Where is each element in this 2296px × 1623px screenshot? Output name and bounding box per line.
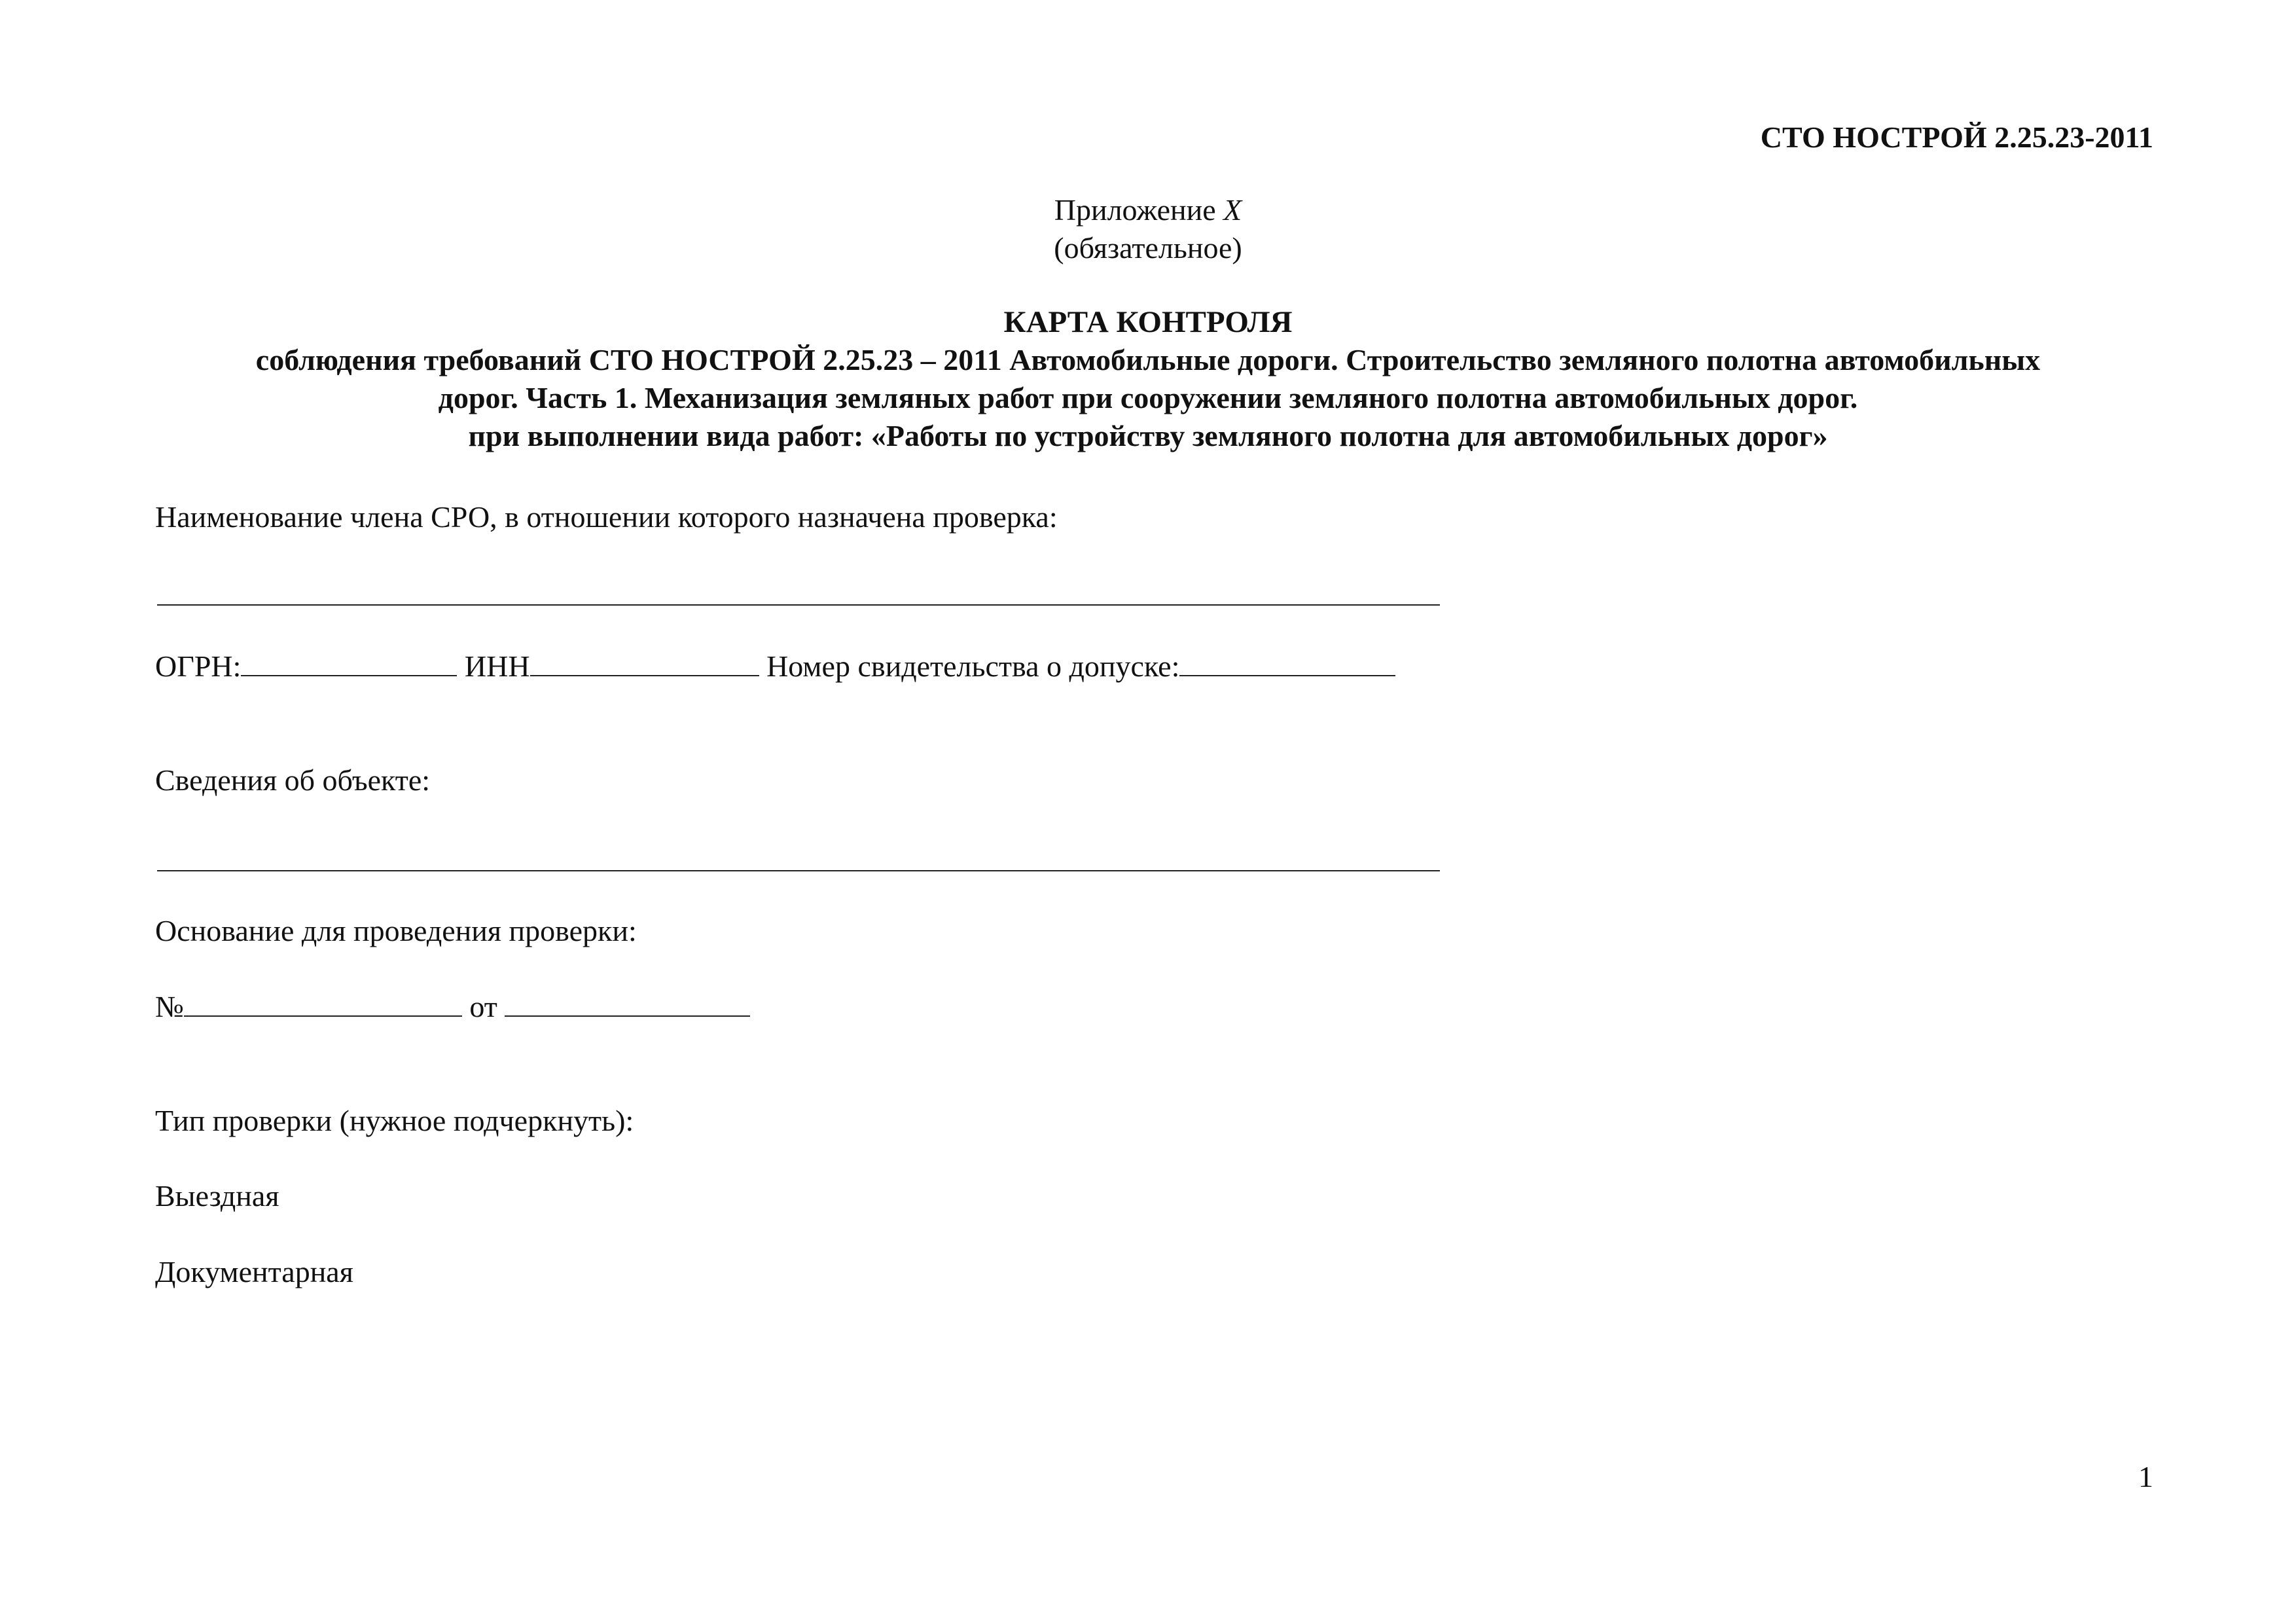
appendix-letter: Х: [1223, 193, 1242, 227]
number-sign: №: [155, 990, 184, 1023]
certificate-label: Номер свидетельства о допуске:: [766, 649, 1180, 683]
control-card-title: КАРТА КОНТРОЛЯ: [1003, 305, 1293, 339]
heading-line-2: дорог. Часть 1. Механизация земляных работ при сооружении земляного полотна автомобильных дорог.: [438, 381, 1858, 414]
inn-field[interactable]: [530, 649, 759, 676]
member-name-field[interactable]: [157, 604, 1440, 606]
basis-date-field[interactable]: [505, 989, 750, 1017]
heading-line-1: соблюдения требований СТО НОСТРОЙ 2.25.23 – 2011 Автомобильные дороги. Строительство земляного полотна автомобильных: [255, 343, 2041, 376]
appendix-label: Приложение: [1054, 193, 1216, 227]
ogrn-label: ОГРН:: [155, 649, 242, 683]
heading-line-3: при выполнении вида работ: «Работы по устройству земляного полотна для автомобильных дорог»: [468, 419, 1828, 452]
page-number: 1: [2138, 1460, 2153, 1493]
check-type-onsite[interactable]: Выездная: [155, 1179, 279, 1213]
control-card-heading: [0, 303, 2296, 455]
ogrn-field[interactable]: [241, 649, 457, 676]
appendix-status: (обязательное): [1054, 231, 1242, 264]
check-type-label: Тип проверки (нужное подчеркнуть):: [155, 1104, 634, 1137]
appendix-block: [0, 191, 2296, 267]
inn-label: ИНН: [464, 649, 530, 683]
object-info-field[interactable]: [157, 870, 1440, 871]
basis-number-line: [155, 987, 750, 1027]
member-label: Наименование члена СРО, в отношении которого назначена проверка:: [155, 500, 1058, 534]
document-code: СТО НОСТРОЙ 2.25.23-2011: [1760, 120, 2153, 154]
check-type-documentary[interactable]: Документарная: [155, 1255, 353, 1288]
basis-label: Основание для проведения проверки:: [155, 914, 637, 947]
from-label: от: [469, 990, 497, 1023]
basis-number-field[interactable]: [184, 989, 462, 1017]
certificate-number-field[interactable]: [1179, 649, 1395, 676]
appendix-title: [0, 191, 2296, 229]
ogrn-inn-line: [155, 647, 1395, 686]
object-label: Сведения об объекте:: [155, 763, 431, 797]
